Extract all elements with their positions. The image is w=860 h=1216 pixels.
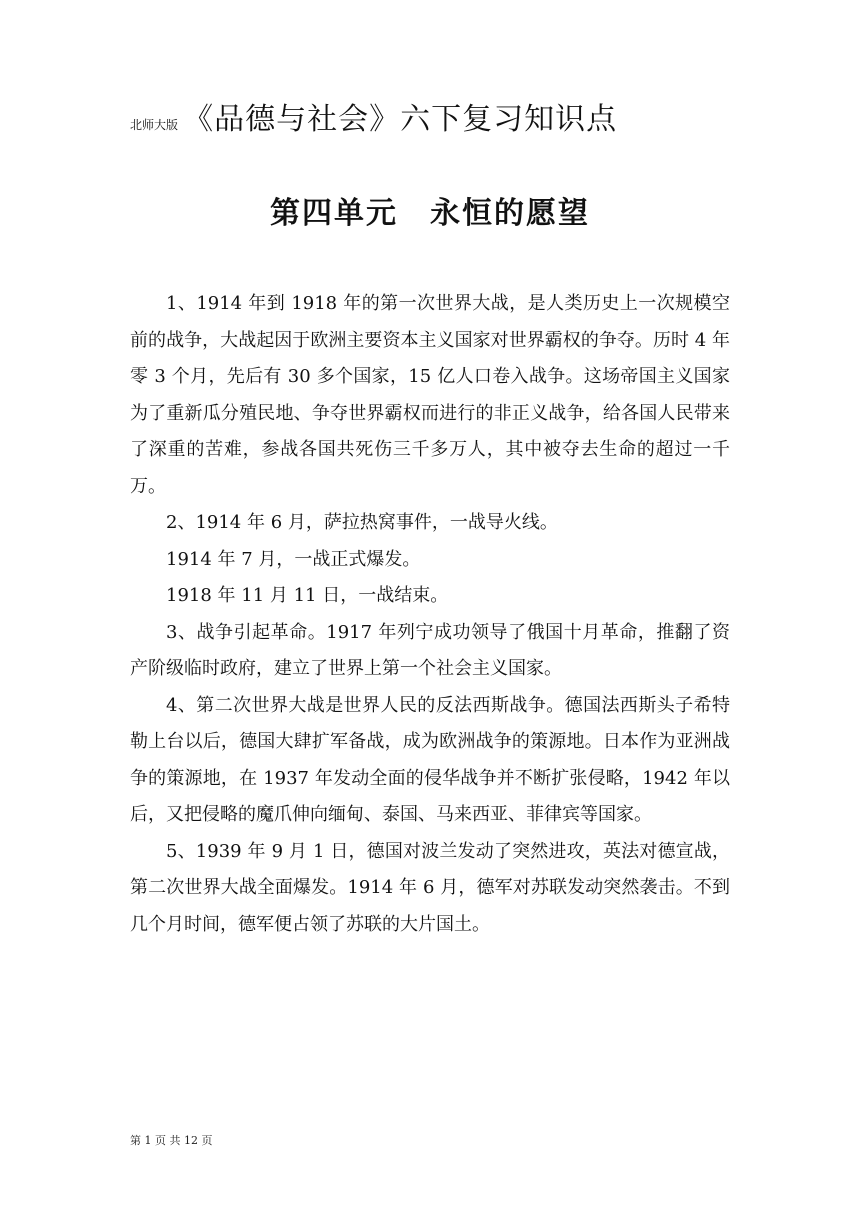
paragraph: 3、战争引起革命。1917 年列宁成功领导了俄国十月革命，推翻了资产阶级临时政府，建立了世界上第一个社会主义国家。 <box>130 621 730 679</box>
paragraph: 1、1914 年到 1918 年的第一次世界大战，是人类历史上一次规模空前的战争，大战起因于欧洲主要资本主义国家对世界霸权的争夺。历时 4 年零 3 个月，先后有 30 多个国家，15 亿人口卷入战争。这场帝国主义国家为了重新瓜分殖民地、争夺世界霸权而进行的非正义战争，给各国人民带来了深重的苦难，参战各国共死伤三千多万人，其中被夺去生命的超过一千万。 <box>130 293 730 497</box>
body-text <box>130 286 730 943</box>
paragraph: 2、1914 年 6 月，萨拉热窝事件，一战导火线。 <box>166 512 558 533</box>
document-header <box>130 94 770 140</box>
paragraph: 4、第二次世界大战是世界人民的反法西斯战争。德国法西斯头子希特勒上台以后，德国大肆扩军备战，成为欧洲战争的策源地。日本作为亚洲战争的策源地，在 1937 年发动全面的侵华战争并不断扩张侵略，1942 年以后，又把侵略的魔爪伸向缅甸、泰国、马来西亚、菲律宾等国家。 <box>130 694 730 825</box>
paragraph: 5、1939 年 9 月 1 日，德国对波兰发动了突然进攻，英法对德宣战，第二次世界大战全面爆发。1914 年 6 月，德军对苏联发动突然袭击。不到几个月时间，德军便占领了苏联的大片国土。 <box>130 840 730 935</box>
unit-title: 第四单元 永恒的愿望 <box>270 196 590 231</box>
paragraph: 1914 年 7 月，一战正式爆发。 <box>166 548 421 570</box>
paragraph: 1918 年 11 月 11 日，一战结束。 <box>166 585 449 606</box>
page-footer: 第 1 页 共 12 页 <box>130 1134 213 1147</box>
header-edition: 北师大版 <box>130 118 179 132</box>
header-title: 《品德与社会》六下复习知识点 <box>183 102 618 137</box>
